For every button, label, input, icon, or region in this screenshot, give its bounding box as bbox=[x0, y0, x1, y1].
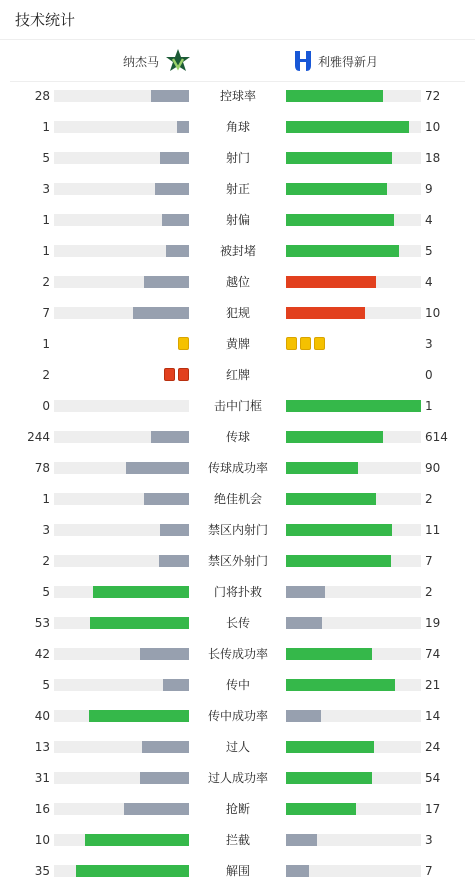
home-bar-track bbox=[54, 121, 189, 133]
away-value: 7 bbox=[425, 864, 433, 878]
home-bar-fill bbox=[144, 493, 189, 505]
away-bar-track bbox=[286, 772, 421, 784]
away-bar-track bbox=[286, 245, 421, 257]
away-bar-track bbox=[286, 493, 421, 505]
home-bar-fill bbox=[160, 524, 189, 536]
away-value: 4 bbox=[425, 213, 433, 227]
stat-label: 传球成功率 bbox=[207, 461, 268, 475]
home-bar-fill bbox=[133, 307, 189, 319]
home-bar-fill bbox=[166, 245, 189, 257]
home-bar-track bbox=[54, 586, 189, 598]
page-title: 技术统计 bbox=[0, 0, 475, 40]
home-bar-fill bbox=[89, 710, 189, 722]
home-value: 3 bbox=[42, 182, 50, 196]
away-bar-fill bbox=[286, 90, 383, 102]
stat-label: 门将扑救 bbox=[213, 585, 262, 599]
away-value: 19 bbox=[425, 616, 441, 630]
away-bar-track bbox=[286, 152, 421, 164]
stat-row bbox=[0, 489, 475, 509]
home-bar-track bbox=[54, 462, 189, 474]
stat-row bbox=[0, 117, 475, 137]
away-team[interactable] bbox=[292, 40, 378, 82]
away-bar-fill bbox=[286, 400, 421, 412]
away-bar-fill bbox=[286, 710, 321, 722]
away-value: 72 bbox=[425, 89, 441, 103]
away-bar-track bbox=[286, 741, 421, 753]
away-value: 0 bbox=[425, 368, 433, 382]
away-value: 3 bbox=[425, 337, 433, 351]
home-team-name: 纳杰马 bbox=[122, 54, 159, 69]
away-bar-track bbox=[286, 648, 421, 660]
home-value: 2 bbox=[42, 554, 50, 568]
away-bar-track bbox=[286, 400, 421, 412]
stat-label: 传中成功率 bbox=[207, 709, 268, 723]
away-bar-track bbox=[286, 803, 421, 815]
home-value: 244 bbox=[27, 430, 50, 444]
away-bar-track bbox=[286, 90, 421, 102]
away-bar-fill bbox=[286, 493, 376, 505]
home-bar-fill bbox=[85, 834, 189, 846]
stat-label: 长传成功率 bbox=[207, 647, 268, 661]
home-bar-track bbox=[54, 803, 189, 815]
home-bar-fill bbox=[155, 183, 189, 195]
away-bar-fill bbox=[286, 803, 356, 815]
home-bar-fill bbox=[140, 648, 189, 660]
home-value: 16 bbox=[34, 802, 50, 816]
home-bar-track bbox=[54, 276, 189, 288]
stat-row bbox=[0, 644, 475, 664]
home-bar-fill bbox=[151, 90, 189, 102]
stat-row bbox=[0, 334, 475, 354]
away-value: 54 bbox=[425, 771, 441, 785]
home-bar-track bbox=[54, 400, 189, 412]
away-bar-fill bbox=[286, 307, 365, 319]
away-value: 5 bbox=[425, 244, 433, 258]
away-bar-fill bbox=[286, 152, 392, 164]
home-bar-fill bbox=[162, 214, 189, 226]
home-value: 1 bbox=[42, 492, 50, 506]
home-value: 0 bbox=[42, 399, 50, 413]
home-value: 1 bbox=[42, 213, 50, 227]
away-bar-fill bbox=[286, 648, 372, 660]
away-value: 4 bbox=[425, 275, 433, 289]
home-bar-track bbox=[54, 431, 189, 443]
stat-label: 传球 bbox=[225, 430, 250, 444]
stat-label: 禁区内射门 bbox=[207, 523, 268, 537]
home-value: 31 bbox=[34, 771, 50, 785]
away-bar-fill bbox=[286, 431, 383, 443]
away-value: 9 bbox=[425, 182, 433, 196]
home-bar-fill bbox=[160, 152, 189, 164]
home-value: 2 bbox=[42, 368, 50, 382]
home-bar-track bbox=[54, 679, 189, 691]
yellow-card-icon bbox=[286, 337, 297, 350]
stat-row bbox=[0, 520, 475, 540]
stat-row bbox=[0, 582, 475, 602]
stat-label: 控球率 bbox=[219, 89, 256, 103]
stat-label: 传中 bbox=[225, 678, 250, 692]
away-value: 1 bbox=[425, 399, 433, 413]
stat-row bbox=[0, 799, 475, 819]
away-bar-track bbox=[286, 214, 421, 226]
home-bar-fill bbox=[76, 865, 189, 877]
away-bar-fill bbox=[286, 462, 358, 474]
away-bar-fill bbox=[286, 524, 392, 536]
away-bar-fill bbox=[286, 214, 394, 226]
home-value: 53 bbox=[34, 616, 50, 630]
away-bar-track bbox=[286, 586, 421, 598]
away-value: 74 bbox=[425, 647, 441, 661]
home-value: 5 bbox=[42, 151, 50, 165]
home-yellow-cards bbox=[178, 337, 189, 350]
home-value: 28 bbox=[34, 89, 50, 103]
stat-row bbox=[0, 830, 475, 850]
home-bar-track bbox=[54, 183, 189, 195]
home-value: 35 bbox=[34, 864, 50, 878]
home-bar-track bbox=[54, 617, 189, 629]
stat-label: 长传 bbox=[225, 616, 250, 630]
home-value: 5 bbox=[42, 585, 50, 599]
stat-row bbox=[0, 241, 475, 261]
away-bar-track bbox=[286, 710, 421, 722]
home-bar-fill bbox=[124, 803, 189, 815]
home-bar-track bbox=[54, 741, 189, 753]
away-team-logo-icon bbox=[292, 48, 314, 74]
away-bar-fill bbox=[286, 834, 317, 846]
yellow-card-icon bbox=[178, 337, 189, 350]
stat-row bbox=[0, 272, 475, 292]
home-team-logo-icon bbox=[165, 48, 191, 74]
away-bar-track bbox=[286, 834, 421, 846]
home-value: 2 bbox=[42, 275, 50, 289]
home-value: 78 bbox=[34, 461, 50, 475]
stat-row bbox=[0, 86, 475, 106]
yellow-card-icon bbox=[314, 337, 325, 350]
home-value: 10 bbox=[34, 833, 50, 847]
away-bar-track bbox=[286, 431, 421, 443]
away-bar-fill bbox=[286, 772, 372, 784]
stat-label: 禁区外射门 bbox=[207, 554, 268, 568]
home-bar-track bbox=[54, 493, 189, 505]
home-bar-track bbox=[54, 152, 189, 164]
stat-row bbox=[0, 179, 475, 199]
home-value: 3 bbox=[42, 523, 50, 537]
away-bar-track bbox=[286, 276, 421, 288]
away-bar-track bbox=[286, 679, 421, 691]
away-bar-fill bbox=[286, 555, 391, 567]
home-bar-track bbox=[54, 245, 189, 257]
away-value: 614 bbox=[425, 430, 448, 444]
red-card-icon bbox=[178, 368, 189, 381]
stat-row bbox=[0, 396, 475, 416]
away-value: 3 bbox=[425, 833, 433, 847]
home-bar-track bbox=[54, 307, 189, 319]
away-bar-track bbox=[286, 555, 421, 567]
home-bar-track bbox=[54, 648, 189, 660]
home-bar-fill bbox=[177, 121, 189, 133]
away-bar-track bbox=[286, 865, 421, 877]
away-bar-fill bbox=[286, 276, 376, 288]
stat-label: 击中门框 bbox=[213, 399, 262, 413]
away-bar-track bbox=[286, 307, 421, 319]
home-bar-track bbox=[54, 772, 189, 784]
away-bar-track bbox=[286, 121, 421, 133]
stat-row bbox=[0, 737, 475, 757]
stat-label: 过人成功率 bbox=[207, 771, 268, 785]
away-value: 17 bbox=[425, 802, 441, 816]
home-value: 5 bbox=[42, 678, 50, 692]
away-value: 7 bbox=[425, 554, 433, 568]
home-value: 42 bbox=[34, 647, 50, 661]
home-red-cards bbox=[164, 368, 189, 381]
home-bar-track bbox=[54, 865, 189, 877]
away-bar-fill bbox=[286, 865, 309, 877]
away-bar-fill bbox=[286, 741, 374, 753]
home-value: 13 bbox=[34, 740, 50, 754]
away-bar-fill bbox=[286, 679, 395, 691]
home-bar-fill bbox=[159, 555, 189, 567]
home-bar-track bbox=[54, 214, 189, 226]
stat-label: 射门 bbox=[225, 151, 250, 165]
home-bar-track bbox=[54, 710, 189, 722]
home-bar-fill bbox=[93, 586, 189, 598]
home-value: 1 bbox=[42, 337, 50, 351]
home-bar-fill bbox=[142, 741, 189, 753]
red-card-icon bbox=[164, 368, 175, 381]
stat-row bbox=[0, 706, 475, 726]
stat-label: 被封堵 bbox=[219, 244, 256, 258]
stat-row bbox=[0, 768, 475, 788]
away-bar-fill bbox=[286, 586, 325, 598]
away-value: 14 bbox=[425, 709, 441, 723]
home-bar-track bbox=[54, 524, 189, 536]
away-team-name: 利雅得新月 bbox=[318, 54, 379, 69]
away-value: 24 bbox=[425, 740, 441, 754]
away-value: 2 bbox=[425, 585, 433, 599]
home-bar-fill bbox=[163, 679, 189, 691]
home-team[interactable] bbox=[123, 40, 191, 82]
stat-row bbox=[0, 365, 475, 385]
away-bar-track bbox=[286, 524, 421, 536]
stat-label: 越位 bbox=[225, 275, 250, 289]
home-bar-track bbox=[54, 90, 189, 102]
away-value: 11 bbox=[425, 523, 441, 537]
stat-row bbox=[0, 427, 475, 447]
stat-label: 犯规 bbox=[225, 306, 250, 320]
home-bar-fill bbox=[140, 772, 189, 784]
away-yellow-cards bbox=[286, 337, 325, 350]
home-bar-track bbox=[54, 555, 189, 567]
away-bar-track bbox=[286, 183, 421, 195]
away-bar-fill bbox=[286, 183, 387, 195]
away-value: 10 bbox=[425, 306, 441, 320]
stat-row bbox=[0, 210, 475, 230]
home-bar-fill bbox=[144, 276, 189, 288]
stat-label: 拦截 bbox=[225, 833, 250, 847]
stat-row bbox=[0, 861, 475, 881]
home-value: 40 bbox=[34, 709, 50, 723]
away-bar-track bbox=[286, 617, 421, 629]
yellow-card-icon bbox=[300, 337, 311, 350]
away-value: 2 bbox=[425, 492, 433, 506]
stat-label: 过人 bbox=[225, 740, 250, 754]
stat-label: 射偏 bbox=[225, 213, 250, 227]
away-bar-fill bbox=[286, 245, 399, 257]
away-bar-track bbox=[286, 462, 421, 474]
stat-row bbox=[0, 613, 475, 633]
stat-row bbox=[0, 148, 475, 168]
home-value: 7 bbox=[42, 306, 50, 320]
stat-label: 角球 bbox=[225, 120, 250, 134]
stat-label: 绝佳机会 bbox=[213, 492, 262, 506]
stat-row bbox=[0, 675, 475, 695]
stat-row bbox=[0, 303, 475, 323]
away-bar-fill bbox=[286, 121, 409, 133]
home-bar-fill bbox=[151, 431, 189, 443]
away-bar-fill bbox=[286, 617, 322, 629]
stat-label: 抢断 bbox=[225, 802, 250, 816]
away-value: 10 bbox=[425, 120, 441, 134]
stat-label: 红牌 bbox=[225, 368, 250, 382]
teams-header bbox=[10, 40, 465, 82]
home-value: 1 bbox=[42, 120, 50, 134]
stat-label: 解围 bbox=[225, 864, 250, 878]
home-value: 1 bbox=[42, 244, 50, 258]
stat-row bbox=[0, 551, 475, 571]
home-bar-track bbox=[54, 834, 189, 846]
stat-label: 黄牌 bbox=[225, 337, 250, 351]
away-value: 18 bbox=[425, 151, 441, 165]
stat-label: 射正 bbox=[225, 182, 250, 196]
home-bar-fill bbox=[90, 617, 189, 629]
home-bar-fill bbox=[126, 462, 189, 474]
away-value: 90 bbox=[425, 461, 441, 475]
stat-row bbox=[0, 458, 475, 478]
away-value: 21 bbox=[425, 678, 441, 692]
